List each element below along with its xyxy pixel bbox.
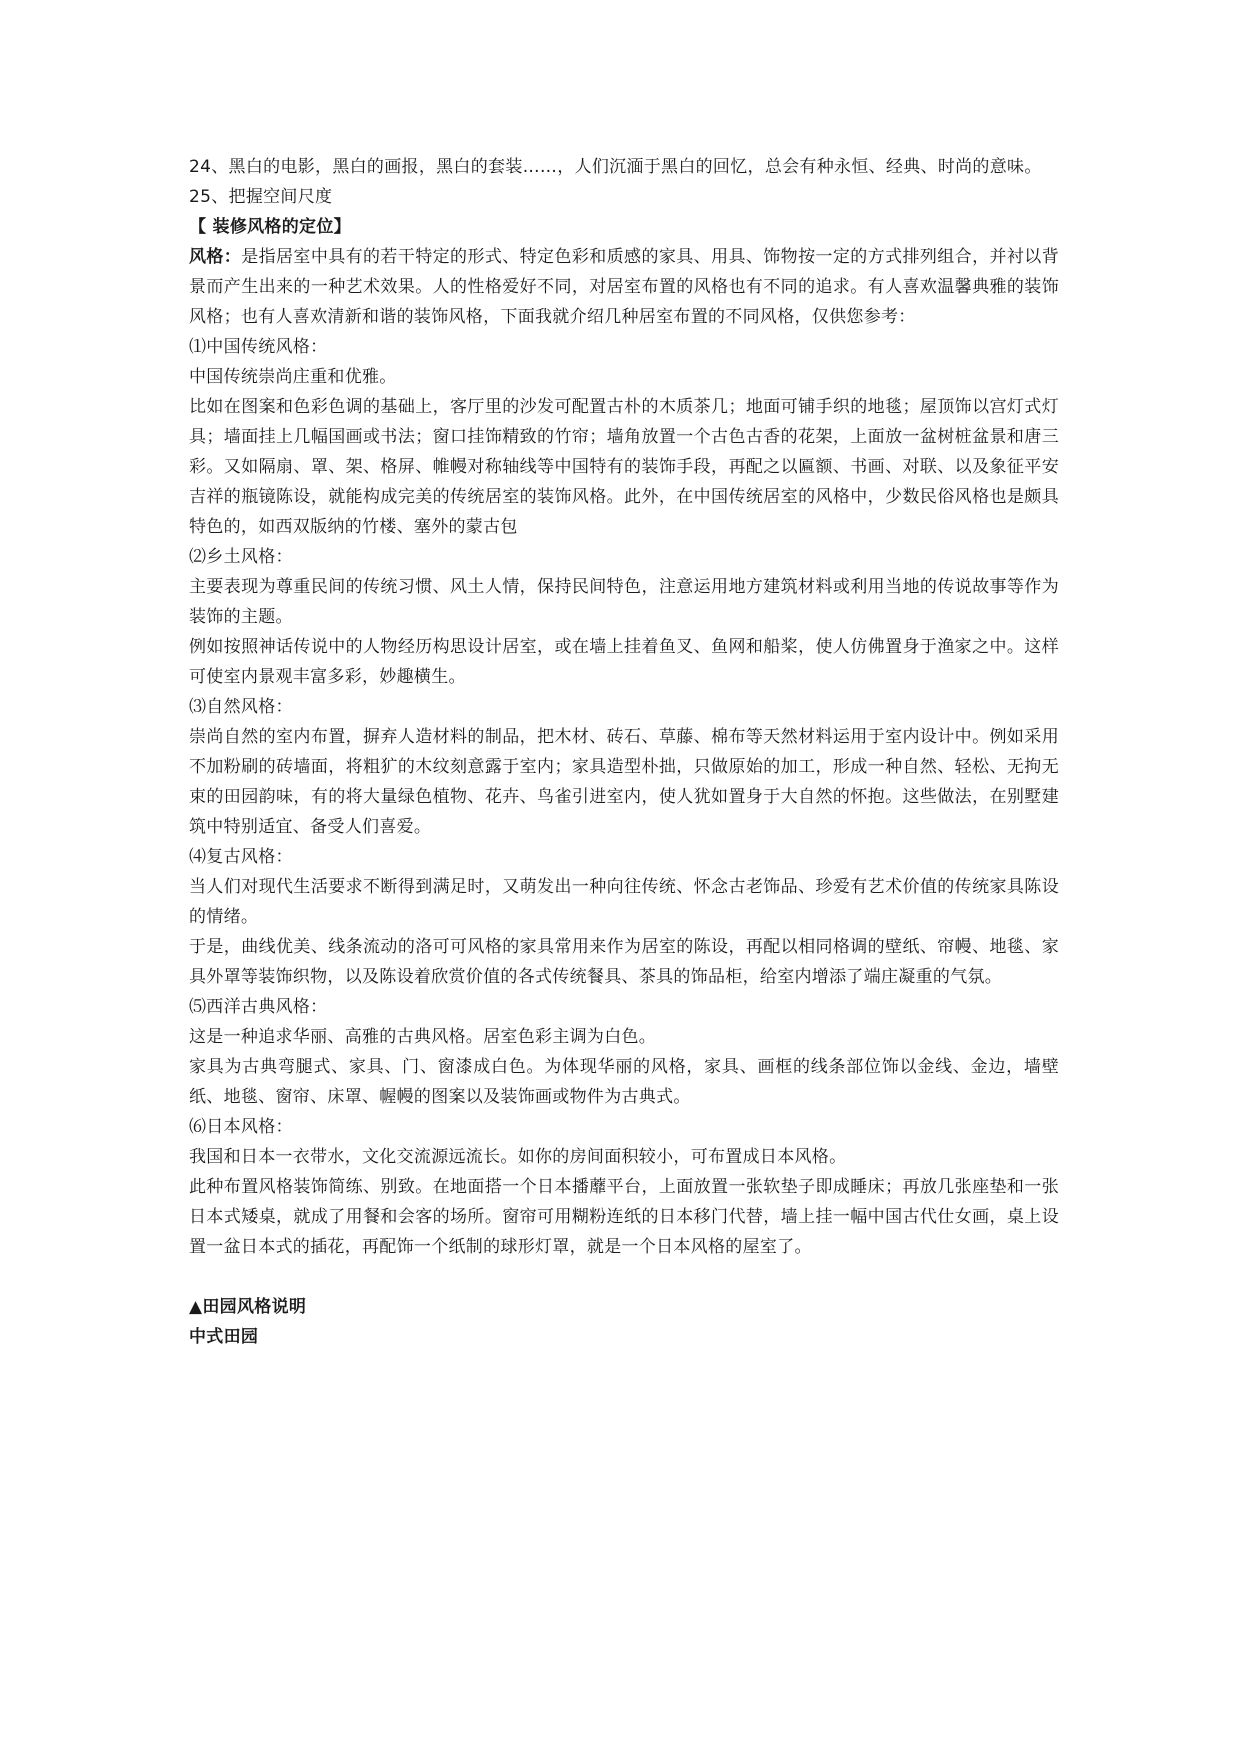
style-4-title: ⑷复古风格： — [189, 847, 293, 867]
style-4-paragraph-2: 于是，曲线优美、线条流动的洛可可风格的家具常用来作为居室的陈设，再配以相同格调的壁纸、帘幔、地毯、家具外罩等装饰织物，以及陈设着欣赏价值的各式传统餐具、茶具的饰品柜，给室内增添了端庄凝重的气氛。 — [189, 937, 1059, 987]
style-5-paragraph-1: 这是一种追求华丽、高雅的古典风格。居室色彩主调为白色。 — [189, 1027, 657, 1047]
style-1-paragraph-1: 中国传统崇尚庄重和优雅。 — [189, 367, 397, 387]
style-1-title: ⑴中国传统风格： — [189, 337, 328, 357]
paragraph-item-24: 24、黑白的电影，黑白的画报，黑白的套装……，人们沉湎于黑白的回忆，总会有种永恒、经典、时尚的意味。 — [189, 157, 1042, 177]
paragraph-item-25: 25、把握空间尺度 — [189, 187, 333, 207]
style-definition-label: 风格： — [189, 247, 242, 267]
style-1-paragraph-2: 比如在图案和色彩色调的基础上，客厅里的沙发可配置古朴的木质茶几；地面可铺手织的地毯；屋顶饰以宫灯式灯具；墙面挂上几幅国画或书法；窗口挂饰精致的竹帘；墙角放置一个古色古香的花架，上面放一盆树桩盆景和唐三彩。又如隔扇、罩、架、格屏、帷幔对称轴线等中国特有的装饰手段，再配之以匾额、书画、对联、以及象征平安吉祥的瓶镜陈设，就能构成完美的传统居室的装饰风格。此外，在中国传统居室的风格中，少数民俗风格也是颇具特色的，如西双版纳的竹楼、塞外的蒙古包 — [189, 397, 1059, 537]
style-4-paragraph-1: 当人们对现代生活要求不断得到满足时，又萌发出一种向往传统、怀念古老饰品、珍爱有艺术价值的传统家具陈设的情绪。 — [189, 877, 1059, 927]
heading-chinese-pastoral: 中式田园 — [189, 1327, 259, 1347]
document-body — [189, 152, 1059, 1352]
style-definition-text: 是指居室中具有的若干特定的形式、特定色彩和质感的家具、用具、饰物按一定的方式排列组合，并衬以背景而产生出来的一种艺术效果。人的性格爱好不同，对居室布置的风格也有不同的追求。有人喜欢温馨典雅的装饰风格；也有人喜欢清新和谐的装饰风格，下面我就介绍几种居室布置的不同风格，仅供您参考： — [189, 247, 1059, 327]
blank-line — [189, 1262, 1059, 1292]
style-6-paragraph-1: 我国和日本一衣带水，文化交流源远流长。如你的房间面积较小，可布置成日本风格。 — [189, 1147, 847, 1167]
style-6-paragraph-2: 此种布置风格装饰简练、别致。在地面搭一个日本播蘼平台，上面放置一张软垫子即成睡床；再放几张座垫和一张日本式矮桌，就成了用餐和会客的场所。窗帘可用糊粉连纸的日本移门代替，墙上挂一幅中国古代仕女画，桌上设置一盆日本式的插花，再配饰一个纸制的球形灯罩，就是一个日本风格的屋室了。 — [189, 1177, 1059, 1257]
style-5-paragraph-2: 家具为古典弯腿式、家具、门、窗漆成白色。为体现华丽的风格，家具、画框的线条部位饰以金线、金边，墙壁纸、地毯、窗帘、床罩、幄幔的图案以及装饰画或物件为古典式。 — [189, 1057, 1059, 1107]
style-6-title: ⑹日本风格： — [189, 1117, 293, 1137]
paragraph-style-definition — [189, 242, 1059, 332]
style-2-paragraph-1: 主要表现为尊重民间的传统习惯、风土人情，保持民间特色，注意运用地方建筑材料或利用当地的传说故事等作为装饰的主题。 — [189, 577, 1059, 627]
heading-pastoral-style: ▲田园风格说明 — [189, 1297, 307, 1317]
style-3-title: ⑶自然风格： — [189, 697, 293, 717]
style-2-title: ⑵乡土风格： — [189, 547, 293, 567]
style-2-paragraph-2: 例如按照神话传说中的人物经历构思设计居室，或在墙上挂着鱼叉、鱼网和船桨，使人仿佛置身于渔家之中。这样可使室内景观丰富多彩，妙趣横生。 — [189, 637, 1059, 687]
style-5-title: ⑸西洋古典风格： — [189, 997, 328, 1017]
style-3-paragraph-1: 崇尚自然的室内布置，摒弃人造材料的制品，把木材、砖石、草藤、棉布等天然材料运用于室内设计中。例如采用不加粉刷的砖墙面，将粗犷的木纹刻意露于室内；家具造型朴拙，只做原始的加工，形成一种自然、轻松、无拘无束的田园韵味，有的将大量绿色植物、花卉、鸟雀引进室内，使人犹如置身于大自然的怀抱。这些做法，在别墅建筑中特别适宜、备受人们喜爱。 — [189, 727, 1059, 837]
heading-decoration-style: 【 装修风格的定位】 — [189, 217, 351, 237]
